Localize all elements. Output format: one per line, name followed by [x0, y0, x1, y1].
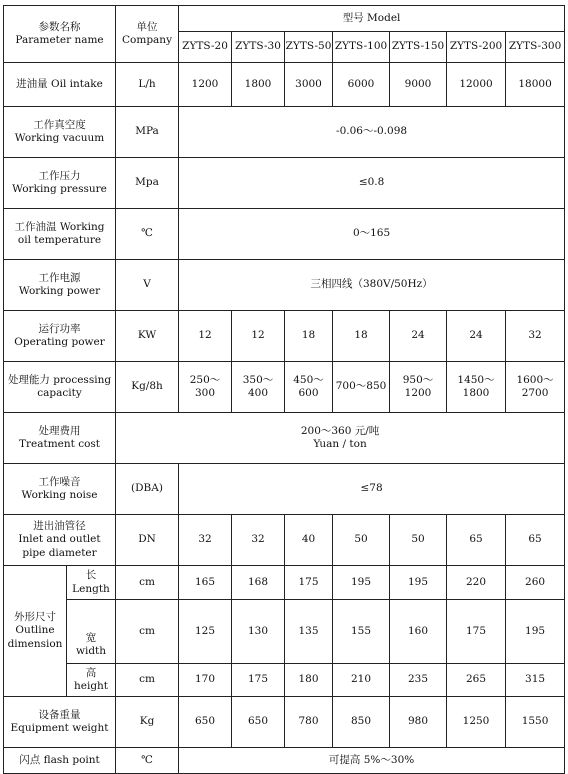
param-name-cn: 参数名称: [38, 20, 81, 33]
cell-value: 165: [179, 566, 232, 600]
cell-value: 170: [179, 664, 232, 697]
label-line: 处理能力 processing: [7, 373, 112, 386]
row-label: [4, 697, 116, 748]
cell-value: 175: [232, 664, 285, 697]
cell-value: [390, 362, 447, 413]
row-label: [4, 311, 116, 362]
row-vacuum: [4, 107, 565, 158]
label-line: 进出油管径: [33, 520, 86, 533]
label-en: height: [73, 680, 109, 692]
param-name-header: [4, 6, 116, 63]
row-unit: KW: [116, 311, 179, 362]
row-label: [4, 260, 116, 311]
label-cn: 长: [85, 569, 97, 582]
row-unit: Kg: [116, 697, 179, 748]
cell-value: 三相四线（380V/50Hz）: [179, 260, 565, 311]
range-start: 700～850: [335, 380, 387, 393]
spec-table: [3, 5, 565, 774]
param-name-en: Parameter name: [15, 34, 104, 46]
row-unit: cm: [116, 566, 179, 600]
label-en: Working noise: [21, 489, 98, 501]
cell-value: 155: [333, 600, 390, 664]
cell-value: 235: [390, 664, 447, 697]
label-cn: 外形尺寸: [14, 611, 56, 624]
cell-value: 195: [506, 600, 565, 664]
label-en: width: [75, 644, 107, 657]
unit-header: [116, 6, 179, 63]
cell-value: 32: [179, 515, 232, 566]
cell-value: 315: [506, 664, 565, 697]
range-end: 1800: [462, 387, 490, 399]
range-start: 1450～: [457, 373, 495, 386]
cell-value: 6000: [333, 63, 390, 107]
row-working-noise: [4, 464, 565, 515]
row-label: [4, 209, 116, 260]
range-start: 950～: [402, 373, 434, 386]
cell-value: 160: [390, 600, 447, 664]
cell-value: 1550: [506, 697, 565, 748]
row-length: [4, 566, 565, 600]
cell-value: 可提高 5%～30%: [179, 748, 565, 774]
cell-value: 1250: [447, 697, 506, 748]
model-name: ZYTS-150: [390, 32, 447, 63]
label-cn: 工作电源: [38, 271, 81, 284]
cell-value: 180: [285, 664, 333, 697]
row-oil-intake: [4, 63, 565, 107]
cell-value: 780: [285, 697, 333, 748]
label-cn: 设备重量: [38, 708, 81, 721]
cell-value: 980: [390, 697, 447, 748]
row-unit: Kg/8h: [116, 362, 179, 413]
cell-value: 40: [285, 515, 333, 566]
cell-value: 650: [232, 697, 285, 748]
unit-cn: 单位: [136, 20, 158, 33]
label-cn: 处理费用: [38, 424, 81, 437]
cell-value: [333, 362, 390, 413]
cell-value: 260: [506, 566, 565, 600]
row-pressure: [4, 158, 565, 209]
range-start: 450～: [293, 373, 324, 386]
label-cn: 高: [85, 666, 97, 679]
cell-value: 18: [285, 311, 333, 362]
label-en: Operating power: [14, 336, 105, 348]
cell-value: 9000: [390, 63, 447, 107]
cell-value: 168: [232, 566, 285, 600]
row-flash-point: [4, 748, 565, 774]
range-end: 300: [194, 387, 216, 399]
row-unit: V: [116, 260, 179, 311]
cell-value: [116, 413, 565, 464]
model-name: ZYTS-200: [447, 32, 506, 63]
label-line: Inlet and outlet: [18, 533, 101, 546]
label-cn: 宽: [85, 631, 97, 644]
row-unit: DN: [116, 515, 179, 566]
cell-value: 1200: [179, 63, 232, 107]
cell-value: 24: [447, 311, 506, 362]
cell-value: 650: [179, 697, 232, 748]
row-label: [4, 464, 116, 515]
cell-value: 50: [390, 515, 447, 566]
cell-value: 1800: [232, 63, 285, 107]
cell-value: 32: [506, 311, 565, 362]
row-equipment-weight: [4, 697, 565, 748]
row-unit: cm: [116, 664, 179, 697]
model-name: ZYTS-50: [285, 32, 333, 63]
cell-value: [232, 362, 285, 413]
range-end: 1200: [404, 387, 432, 399]
row-treatment-cost: [4, 413, 565, 464]
label-en: Equipment weight: [10, 722, 109, 734]
model-name: ZYTS-30: [232, 32, 285, 63]
row-pipe-diameter: [4, 515, 565, 566]
label-en: dimension: [7, 637, 63, 650]
range-start: 250～: [189, 373, 221, 386]
cell-value: 12: [232, 311, 285, 362]
range-end: 600: [298, 387, 319, 399]
row-height: [4, 664, 565, 697]
cell-value: 18: [333, 311, 390, 362]
row-unit: L/h: [116, 63, 179, 107]
sub-label: [67, 664, 116, 697]
label-line: pipe diameter: [22, 546, 97, 559]
cell-value: [285, 362, 333, 413]
label-en: Working pressure: [12, 183, 107, 195]
cell-value: 0～165: [179, 209, 565, 260]
row-unit: Mpa: [116, 158, 179, 209]
row-oil-temperature: [4, 209, 565, 260]
cell-value: 50: [333, 515, 390, 566]
label-cn: 工作压力: [38, 169, 81, 182]
model-name: ZYTS-300: [506, 32, 565, 63]
cell-value: 3000: [285, 63, 333, 107]
row-label: 闪点 flash point: [4, 748, 116, 774]
cell-value: 265: [447, 664, 506, 697]
row-label: [4, 107, 116, 158]
row-operating-power: [4, 311, 565, 362]
cost-value-en: Yuan / ton: [313, 438, 367, 450]
cell-value: -0.06～-0.098: [179, 107, 565, 158]
label-cn: 工作噪音: [38, 475, 81, 488]
label-en: Treatment cost: [18, 438, 101, 450]
row-width: [4, 600, 565, 664]
cell-value: [447, 362, 506, 413]
cell-value: ≤78: [179, 464, 565, 515]
label-cn: 工作真空度: [33, 118, 86, 131]
model-header: 型号 Model: [179, 6, 565, 32]
cell-value: 18000: [506, 63, 565, 107]
cost-value-cn: 200～360 元/吨: [300, 424, 380, 437]
row-unit: MPa: [116, 107, 179, 158]
cell-value: 220: [447, 566, 506, 600]
cell-value: ≤0.8: [179, 158, 565, 209]
label-cn: 运行功率: [38, 322, 81, 335]
model-name: ZYTS-100: [333, 32, 390, 63]
cell-value: 65: [447, 515, 506, 566]
outline-label: [4, 566, 67, 697]
row-label: 进油量 Oil intake: [4, 63, 116, 107]
row-unit: ℃: [116, 209, 179, 260]
model-name: ZYTS-20: [179, 32, 232, 63]
cell-value: 135: [285, 600, 333, 664]
range-start: 350～: [242, 373, 274, 386]
sub-label: [67, 566, 116, 600]
cell-value: 210: [333, 664, 390, 697]
cell-value: [179, 362, 232, 413]
range-end: 400: [247, 387, 269, 399]
cell-value: 12: [179, 311, 232, 362]
unit-en: Company: [122, 34, 173, 46]
range-end: 2700: [521, 387, 549, 399]
row-capacity: [4, 362, 565, 413]
cell-value: 125: [179, 600, 232, 664]
label-en: Outline: [15, 624, 55, 637]
cell-value: [506, 362, 565, 413]
row-label: [4, 362, 116, 413]
cell-value: 24: [390, 311, 447, 362]
cell-value: 195: [333, 566, 390, 600]
row-label: [4, 413, 116, 464]
row-label: [4, 158, 116, 209]
label-en: Working vacuum: [14, 132, 105, 144]
label-line: capacity: [37, 387, 82, 399]
cell-value: 175: [285, 566, 333, 600]
range-start: 1600～: [516, 373, 554, 386]
label-en: Length: [72, 582, 110, 595]
row-unit: cm: [116, 600, 179, 664]
cell-value: 130: [232, 600, 285, 664]
row-label: [4, 515, 116, 566]
label-en: Working power: [18, 285, 101, 297]
label-line: 工作油温 Working: [14, 220, 105, 233]
cell-value: 850: [333, 697, 390, 748]
row-working-power: [4, 260, 565, 311]
sub-label: [67, 600, 116, 664]
label-line: oil temperature: [17, 234, 102, 246]
row-unit: (DBA): [116, 464, 179, 515]
cell-value: 32: [232, 515, 285, 566]
cell-value: 195: [390, 566, 447, 600]
cell-value: 175: [447, 600, 506, 664]
cell-value: 12000: [447, 63, 506, 107]
row-unit: ℃: [116, 748, 179, 774]
cell-value: 65: [506, 515, 565, 566]
